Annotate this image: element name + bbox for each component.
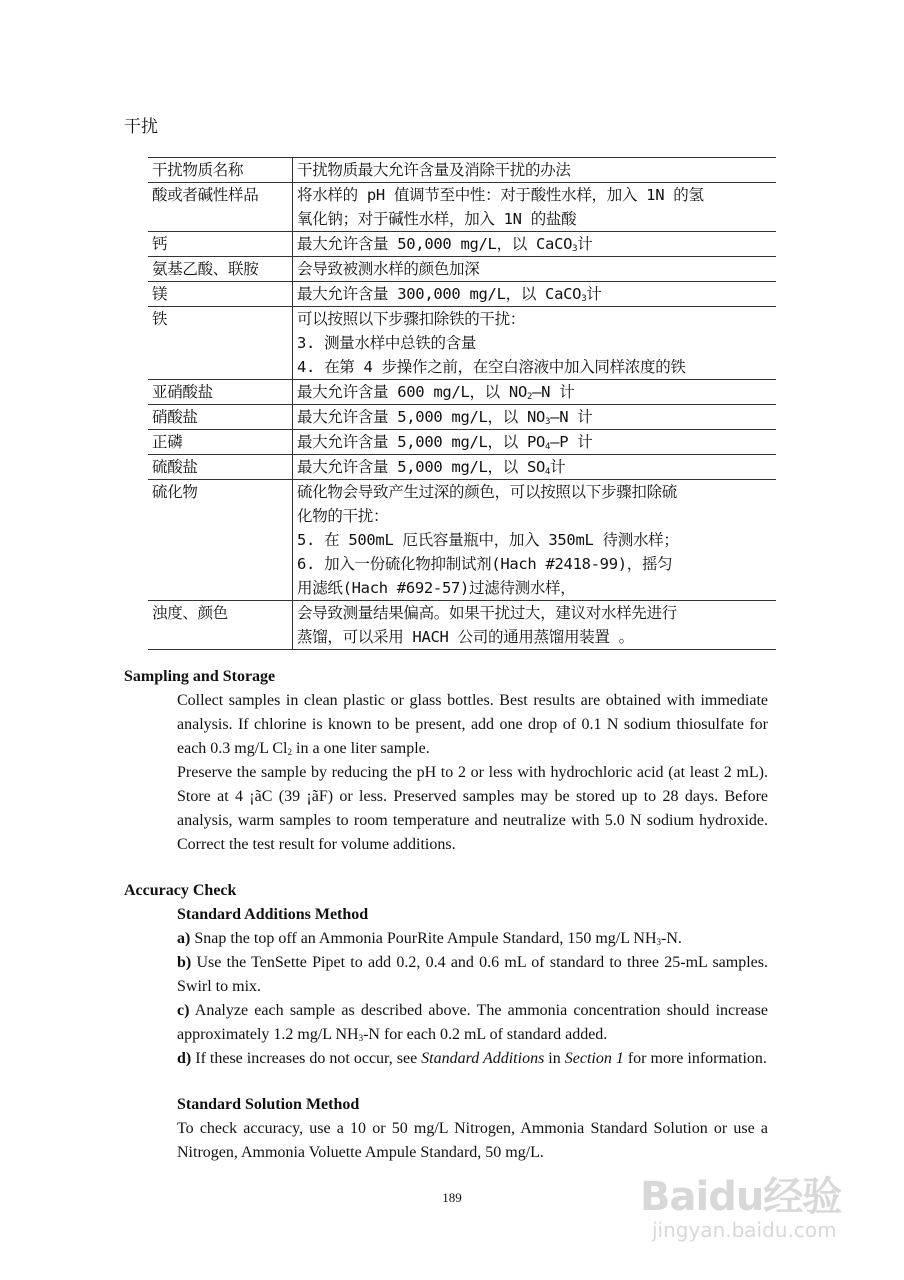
cell-line [297,455,772,479]
cell-line [297,257,772,281]
cell-line [297,282,772,306]
text-segment: 最大允许含量 600 mg/L，以 NO [297,383,527,401]
text-segment: 铁 [152,310,168,328]
cell-line [152,282,288,306]
text-segment: 3 [656,937,662,947]
cell-line [152,307,288,331]
text-segment: 最大允许含量 5,000 mg/L，以 PO [297,433,546,451]
cell-line [297,158,772,182]
description-cell [293,282,777,307]
table-row [148,601,776,650]
page-number: 189 [442,1190,462,1205]
description-cell [293,307,777,380]
cell-line [297,207,772,231]
text-segment: 酸或者碱性样品 [152,186,259,204]
text-segment: 会导致测量结果偏高。如果干扰过大，建议对水样先进行 [297,604,678,622]
substance-cell [148,405,293,430]
text-segment: —P 计 [550,433,593,451]
text-segment: Preserve the sample by reducing the pH to 2 or less with hydrochloric acid (at least 2 mL). Store at 4 ¡ãC (39 ¡ãF) or less. Preserved samples may be stored up to 28 days. Before analysis, warm samples to room temperature and neutralize with 5.0 N sodium hydroxide. Correct the test result for volume additions. [177,764,768,853]
description-cell [293,232,777,257]
text-segment: 3 [358,1033,364,1043]
text-segment: 3 [581,294,587,304]
description-cell [293,183,777,232]
substance-cell [148,455,293,480]
substance-cell [148,158,293,183]
description-cell [293,430,777,455]
text-segment: 硫酸盐 [152,458,198,476]
cell-line [297,183,772,207]
text-segment: c) [177,1002,190,1019]
text-segment: 会导致被测水样的颜色加深 [297,260,480,278]
text-segment: 亚硝酸盐 [152,383,213,401]
text-segment: 3 [572,244,578,254]
substance-cell [148,480,293,601]
cell-line [297,601,772,625]
cell-line [297,430,772,454]
text-segment: 硝酸盐 [152,408,198,426]
cell-line [152,480,288,504]
cell-line [152,183,288,207]
text-segment: Collect samples in clean plastic or glass bottles. Best results are obtained with immediate analysis. If chlorine is known to be present, add one drop of 0.1 N sodium thiosulfate for each 0.3 mg/L Cl [177,692,768,757]
text-segment: 镁 [152,285,168,303]
text-segment: —N 计 [550,408,593,426]
text-segment: a) [177,930,191,947]
text-segment: -N. [661,930,682,947]
substance-cell [148,430,293,455]
substance-cell [148,257,293,282]
text-segment: 4. 在第 4 步操作之前，在空白溶液中加入同样浓度的铁 [297,358,686,376]
text-segment: for more information. [623,1050,767,1067]
cell-line [152,257,288,281]
description-cell [293,601,777,650]
cell-line [297,576,772,600]
text-segment: If these increases do not occur, see [191,1050,422,1067]
text-segment: Use the TenSette Pipet to add 0.2, 0.4 and 0.6 mL of standard to three 25-mL samples. Swirl to mix. [177,954,768,995]
text-segment: Analyze each sample as described above. The ammonia concentration should increase approximately 1.2 mg/L NH [177,1002,768,1043]
text-segment: 用滤纸(Hach #692-57)过滤待测水样， [297,579,576,597]
cell-line [297,504,772,528]
text-segment: 计 [577,235,593,253]
table-row [148,282,776,307]
description-cell [293,380,777,405]
text-segment: in [544,1050,565,1067]
cell-line [297,480,772,504]
text-segment: 将水样的 pH 值调节至中性：对于酸性水样，加入 1N 的氢 [297,186,704,204]
watermark-url: jingyan.baidu.com [652,1218,837,1242]
text-segment: Snap the top off an Ammonia PourRite Ampule Standard, 150 mg/L NH [190,930,657,947]
baidu-watermark [640,1165,880,1265]
cell-line [297,552,772,576]
cell-line [297,528,772,552]
standard-additions-steps [177,927,768,1071]
text-segment: 蒸馏，可以采用 HACH 公司的通用蒸馏用装置 。 [297,628,634,646]
cell-line [152,430,288,454]
text-segment: 2 [526,392,533,402]
text-segment: —N 计 [532,383,575,401]
text-segment: 6. 加入一份硫化物抑制试剂(Hach #2418-99)，摇匀 [297,555,673,573]
description-cell [293,257,777,282]
table-header-row [148,158,776,183]
sampling-body [177,689,768,857]
substance-cell [148,601,293,650]
text-segment: -N for each 0.2 mL of standard added. [363,1026,608,1043]
cell-line [297,625,772,649]
text-segment: 计 [586,285,602,303]
text-segment: 最大允许含量 5,000 mg/L，以 NO [297,408,546,426]
accuracy-heading: Accuracy Check [124,882,237,899]
description-cell [293,480,777,601]
text-segment: 4 [545,442,551,452]
watermark-logo: Baidu经验 [640,1174,842,1220]
substance-cell [148,380,293,405]
text-segment: 最大允许含量 50,000 mg/L，以 CaCO [297,235,573,253]
cell-line [152,158,288,182]
cell-line [152,455,288,479]
table-row [148,480,776,601]
text-segment: 计 [550,458,566,476]
text-segment: 3. 测量水样中总铁的含量 [297,334,477,352]
cell-line [297,380,772,404]
text-segment: 最大允许含量 5,000 mg/L，以 SO [297,458,546,476]
section-title: 干扰 [124,117,158,137]
step-paragraph [177,927,768,951]
text-segment: 氧化钠；对于碱性水样，加入 1N 的盐酸 [297,210,577,228]
text-segment: 钙 [152,235,168,253]
text-segment: b) [177,954,192,971]
description-cell [293,455,777,480]
substance-cell [148,282,293,307]
step-paragraph [177,951,768,999]
interference-table [148,157,776,650]
cell-line [297,331,772,355]
paragraph [177,761,768,857]
text-segment: 2 [287,747,292,757]
table-row [148,430,776,455]
standard-solution-text: To check accuracy, use a 10 or 50 mg/L Nitrogen, Ammonia Standard Solution or use a Nitrogen, Ammonia Voluette Ampule Standard, 50 mg/L. [177,1120,768,1161]
standard-additions-heading: Standard Additions Method [177,906,369,923]
text-segment: 氨基乙酸、联胺 [152,260,259,278]
table-row [148,257,776,282]
text-segment: 浊度、颜色 [152,604,229,622]
text-segment: 最大允许含量 300,000 mg/L，以 CaCO [297,285,582,303]
text-segment: 硫化物 [152,483,198,501]
substance-cell [148,183,293,232]
table-row [148,183,776,232]
paragraph [177,689,768,761]
substance-cell [148,232,293,257]
table-row [148,455,776,480]
cell-line [297,355,772,379]
text-segment: Standard Additions [421,1050,545,1067]
substance-cell [148,307,293,380]
cell-line [297,232,772,256]
sampling-heading: Sampling and Storage [124,668,276,685]
text-segment: Section 1 [564,1050,624,1067]
text-segment: 干扰物质最大允许含量及消除干扰的办法 [297,161,571,179]
cell-line [152,601,288,625]
text-segment: 化物的干扰： [297,507,389,525]
table-row [148,232,776,257]
text-segment: 干扰物质名称 [152,161,244,179]
step-paragraph [177,999,768,1047]
cell-line [152,380,288,404]
table-row [148,405,776,430]
text-segment: 4 [545,467,551,477]
cell-line [297,405,772,429]
standard-solution-heading: Standard Solution Method [177,1096,360,1113]
text-segment: in a one liter sample. [292,740,430,757]
text-segment: 5. 在 500mL 厄氏容量瓶中，加入 350mL 待测水样； [297,531,679,549]
text-segment: 3 [545,417,551,427]
text-segment: 正磷 [152,433,183,451]
description-cell [293,158,777,183]
table-row [148,380,776,405]
description-cell [293,405,777,430]
table-row [148,307,776,380]
cell-line [297,307,772,331]
text-segment: 硫化物会导致产生过深的颜色，可以按照以下步骤扣除硫 [297,483,678,501]
cell-line [152,232,288,256]
text-segment: d) [177,1050,192,1067]
text-segment: 可以按照以下步骤扣除铁的干扰： [297,310,526,328]
step-paragraph [177,1047,768,1071]
cell-line [152,405,288,429]
